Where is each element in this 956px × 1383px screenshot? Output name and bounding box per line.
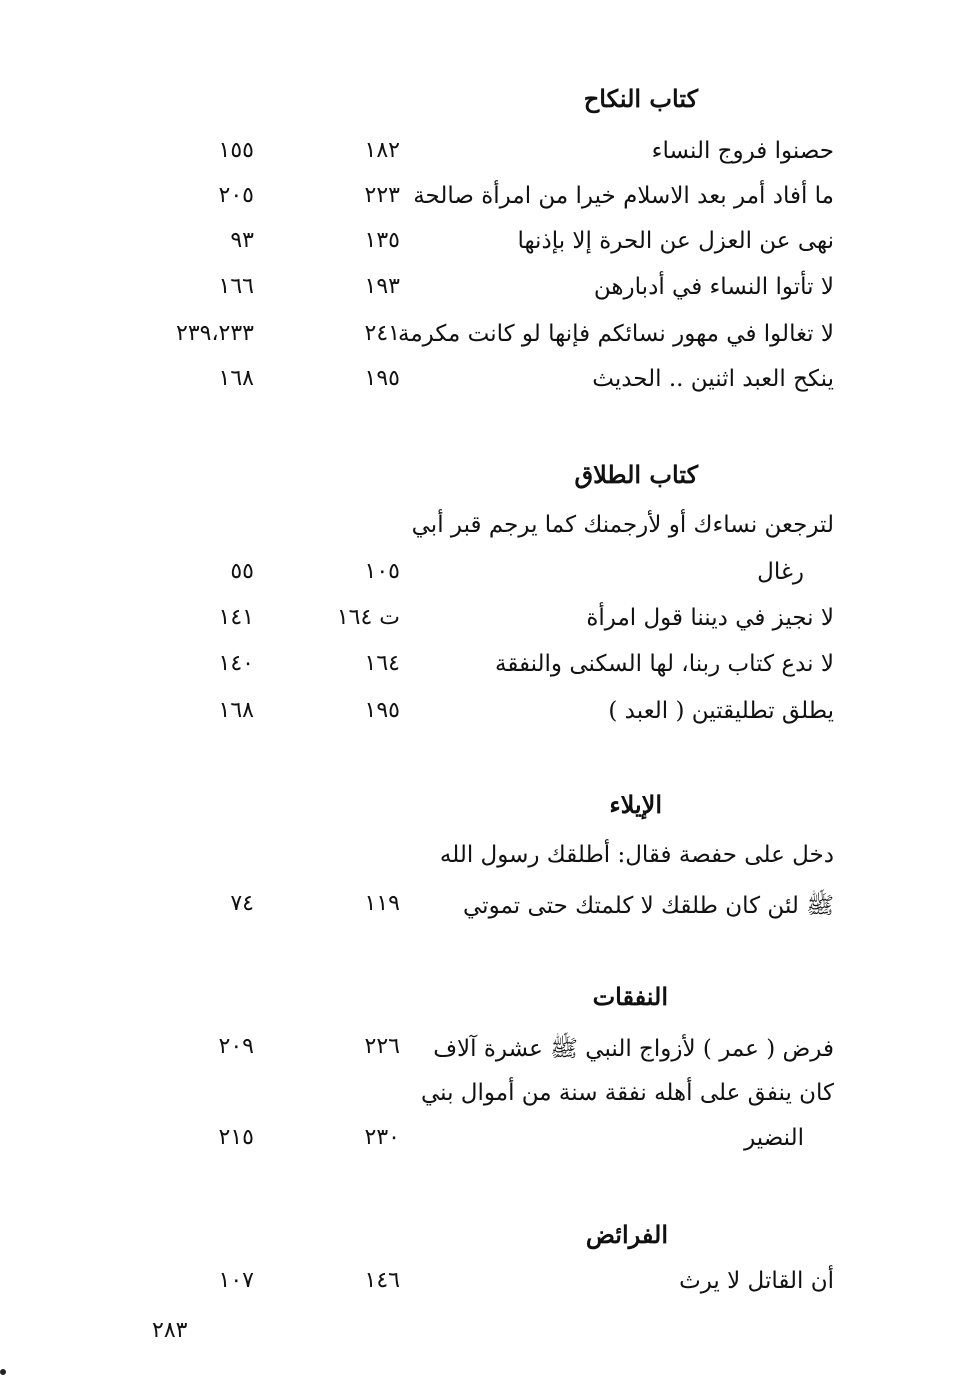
index-entry xyxy=(0,274,956,314)
entry-page: ١٥٥ xyxy=(218,138,254,163)
entry-text: كان ينفق على أهله نفقة سنة من أموال بني xyxy=(420,1080,834,1106)
index-entry xyxy=(0,1268,956,1308)
entry-text: ﷺ لئن كان طلقك لا كلمتك حتى تموتي xyxy=(463,893,834,919)
entry-text: رغال xyxy=(757,559,804,585)
entry-page: ١٤٠ xyxy=(218,651,254,676)
entry-text: يطلق تطليقتين ( العبد ) xyxy=(608,698,834,724)
scan-speck xyxy=(0,1369,6,1375)
section-heading: الفرائض xyxy=(585,1220,668,1249)
entry-number: ١١٩ xyxy=(364,891,400,916)
page-number: ٢٨٣ xyxy=(152,1318,188,1343)
index-entry xyxy=(0,1034,956,1074)
entry-page: ١٤١ xyxy=(218,605,254,630)
entry-page: ٥٥ xyxy=(230,559,254,584)
index-entry xyxy=(0,605,956,645)
entry-page: ٢١٥ xyxy=(218,1125,254,1150)
entry-text: النضير xyxy=(744,1125,804,1151)
entry-number: ١٤٦ xyxy=(364,1268,400,1293)
entry-number: ١٦٤ xyxy=(364,651,400,676)
index-entry-continuation xyxy=(0,1125,956,1165)
entry-number: ١٩٥ xyxy=(364,698,400,723)
entry-text: لا تأتوا النساء في أدبارهن xyxy=(593,274,834,300)
entry-text: أن القاتل لا يرث xyxy=(679,1268,834,1294)
entry-page: ٢٠٥ xyxy=(218,183,254,208)
entry-number: ٢٤١ xyxy=(364,321,400,346)
entry-text: دخل على حفصة فقال: أطلقك رسول الله xyxy=(439,842,834,868)
entry-number: ١٩٥ xyxy=(364,366,400,391)
section-heading: كتاب الطلاق xyxy=(574,460,698,489)
entry-text: ما أفاد أمر بعد الاسلام خيرا من امرأة صالحة xyxy=(413,183,834,209)
section-heading: النفقات xyxy=(592,982,668,1011)
index-entry xyxy=(0,1080,956,1120)
entry-number: ١٨٢ xyxy=(364,138,400,163)
index-entry xyxy=(0,183,956,223)
entry-page: ٩٣ xyxy=(230,228,254,253)
entry-page: ١٦٦ xyxy=(218,274,254,299)
index-entry-continuation xyxy=(0,891,956,931)
entry-page: ٢٠٩ xyxy=(218,1034,254,1059)
section-heading: الإيلاء xyxy=(609,790,662,819)
index-entry xyxy=(0,321,956,361)
entry-text: فرض ( عمر ) لأزواج النبي ﷺ عشرة آلاف xyxy=(433,1036,834,1062)
index-entry xyxy=(0,366,956,406)
index-entry xyxy=(0,842,956,882)
entry-number: ٢٣٠ xyxy=(364,1125,400,1150)
entry-number: ت ١٦٤ xyxy=(336,605,400,630)
entry-page: ١٦٨ xyxy=(218,698,254,723)
entry-page: ١٦٨ xyxy=(218,366,254,391)
index-entry-continuation xyxy=(0,559,956,599)
entry-number: ٢٢٣ xyxy=(364,183,400,208)
index-entry xyxy=(0,138,956,178)
index-entry xyxy=(0,228,956,268)
entry-text: ينكح العبد اثنين .. الحديث xyxy=(592,366,834,392)
index-entry xyxy=(0,698,956,738)
entry-text: لا ندع كتاب ربنا، لها السكنى والنفقة xyxy=(494,651,834,677)
entry-text: نهى عن العزل عن الحرة إلا بإذنها xyxy=(517,228,834,254)
entry-page: ٢٣٩،٢٣٣ xyxy=(176,321,254,346)
entry-number: ١٩٣ xyxy=(364,274,400,299)
entry-text: حصنوا فروج النساء xyxy=(651,138,834,164)
entry-page: ١٠٧ xyxy=(218,1268,254,1293)
section-heading: كتاب النكاح xyxy=(583,84,698,113)
entry-text: لا تغالوا في مهور نسائكم فإنها لو كانت مكرمة xyxy=(397,321,834,347)
index-entry xyxy=(0,651,956,691)
entry-number: ١٠٥ xyxy=(364,559,400,584)
entry-number: ١٣٥ xyxy=(364,228,400,253)
entry-text: لا نجيز في ديننا قول امرأة xyxy=(586,605,834,631)
entry-text: لترجعن نساءك أو لأرجمنك كما يرجم قبر أبي xyxy=(411,512,834,538)
index-entry xyxy=(0,512,956,552)
entry-page: ٧٤ xyxy=(230,891,254,916)
entry-number: ٢٢٦ xyxy=(364,1034,400,1059)
